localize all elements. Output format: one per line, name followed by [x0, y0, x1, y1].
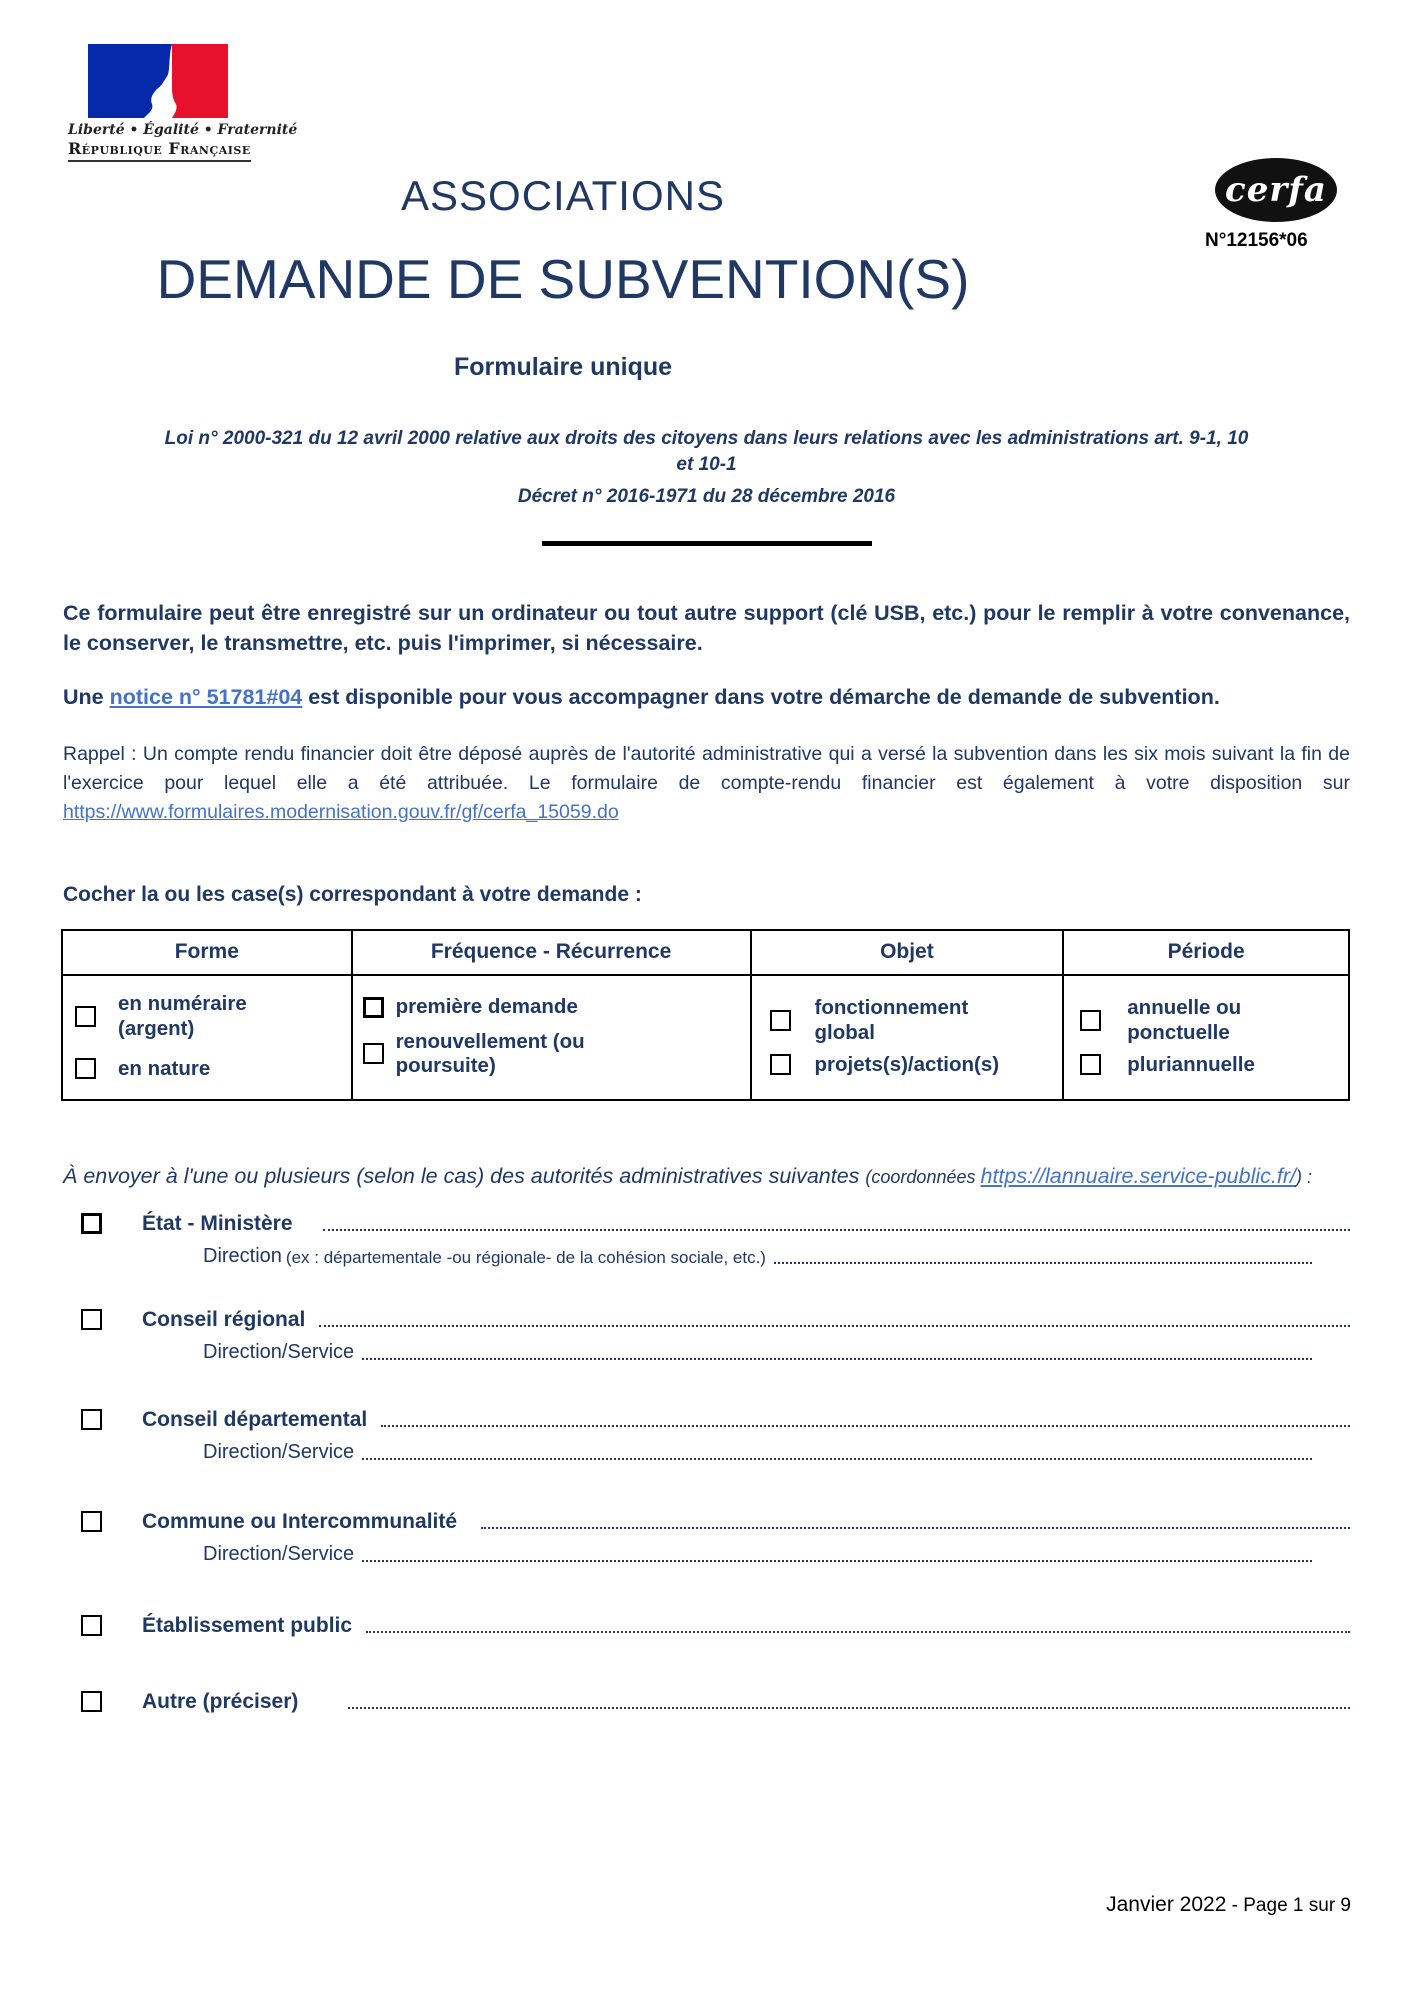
- direction-regional-input-line[interactable]: [362, 1358, 1312, 1360]
- direction-service-label: Direction/Service: [203, 1341, 355, 1364]
- send-intro-coordonnees: (coordonnées: [865, 1167, 981, 1187]
- law-line-2: Décret n° 2016-1971 du 28 décembre 2016: [517, 486, 896, 508]
- authority-sub-departemental: [203, 1441, 1350, 1464]
- option-en-numeraire: en numéraire (argent): [73, 992, 345, 1040]
- cerfa-badge: [1205, 158, 1355, 252]
- french-flag-marianne-icon: [88, 44, 228, 118]
- authority-row-conseil-departemental: [81, 1408, 1350, 1432]
- law-line-1: Loi n° 2000-321 du 12 avril 2000 relative aux droits des citoyens dans leurs relations avec les administrations art. 9-1, 10: [164, 428, 1249, 449]
- etat-ministere-input-line[interactable]: [323, 1229, 1350, 1231]
- rappel-text: Rappel : Un compte rendu financier doit être déposé auprès de l'autorité administrative qui a versé la subvention dans les six mois suivant la fin de l'exercice pour lequel elle a été attribuée. Le formulaire de compte-rendu financier est également à votre disposition sur: [63, 742, 1350, 794]
- header-periode: Période: [1063, 930, 1349, 975]
- rappel-paragraph: [63, 740, 1350, 828]
- authority-label: Commune ou Intercommunalité: [142, 1510, 458, 1534]
- cerfa-number: N°12156*06: [1205, 230, 1308, 251]
- authority-label: Conseil régional: [142, 1308, 306, 1332]
- send-intro-main: À envoyer à l'une ou plusieurs (selon le cas) des autorités administratives suivantes: [63, 1164, 866, 1188]
- authority-row-etat-ministere: [81, 1212, 1350, 1236]
- checkbox-premiere-demande[interactable]: [363, 997, 384, 1018]
- checkbox-etat-ministere[interactable]: [81, 1213, 102, 1234]
- autre-input-line[interactable]: [348, 1707, 1350, 1709]
- page-title-demande: DEMANDE DE SUBVENTION(S): [156, 248, 970, 310]
- checkbox-renouvellement[interactable]: [363, 1043, 384, 1064]
- option-premiere-demande: première demande: [363, 995, 744, 1019]
- authority-label: État - Ministère: [142, 1212, 293, 1236]
- direction-service-label: Direction/Service: [203, 1441, 355, 1464]
- authority-label: Conseil départemental: [142, 1408, 368, 1432]
- authority-row-autre: [81, 1690, 1350, 1714]
- header-forme: Forme: [62, 930, 352, 975]
- commune-input-line[interactable]: [481, 1527, 1350, 1529]
- cerfa-word: cerfa: [1225, 170, 1327, 210]
- checkbox-pluriannuelle[interactable]: [1080, 1054, 1101, 1075]
- authority-sub-etat: [203, 1245, 1350, 1268]
- checkbox-projets-actions[interactable]: [770, 1054, 791, 1075]
- authority-sub-commune: [203, 1543, 1350, 1566]
- option-fonctionnement-global: fonctionnement global: [762, 996, 1057, 1044]
- annuaire-link[interactable]: https://lannuaire.service-public.fr/: [980, 1164, 1296, 1188]
- notice-link[interactable]: notice n° 51781#04: [109, 684, 303, 709]
- direction-commune-input-line[interactable]: [362, 1560, 1312, 1562]
- direction-label: Direction: [203, 1245, 282, 1268]
- direction-etat-input-line[interactable]: [774, 1262, 1312, 1264]
- page-footer: [1106, 1893, 1351, 1917]
- conseil-departemental-input-line[interactable]: [381, 1425, 1350, 1427]
- option-en-nature: en nature: [73, 1057, 345, 1081]
- header-objet: Objet: [751, 930, 1064, 975]
- table-body-row: [62, 975, 1349, 1100]
- checkbox-fonctionnement-global[interactable]: [770, 1010, 791, 1031]
- compte-rendu-link[interactable]: https://www.formulaires.modernisation.gouv.fr/gf/cerfa_15059.do: [63, 801, 619, 824]
- checkbox-en-nature[interactable]: [75, 1058, 96, 1079]
- authority-sub-regional: [203, 1341, 1350, 1364]
- option-annuelle-ponctuelle: annuelle ou ponctuelle: [1074, 996, 1342, 1044]
- intro-paragraph-2: [63, 685, 1350, 710]
- etablissement-public-input-line[interactable]: [366, 1631, 1350, 1633]
- header-frequence: Fréquence - Récurrence: [352, 930, 751, 975]
- checkbox-commune[interactable]: [81, 1511, 102, 1532]
- checkbox-conseil-regional[interactable]: [81, 1309, 102, 1330]
- checkbox-etablissement-public[interactable]: [81, 1615, 102, 1636]
- authority-label: Autre (préciser): [142, 1690, 299, 1714]
- section-divider: [542, 541, 872, 546]
- authority-row-etablissement-public: [81, 1614, 1350, 1638]
- cerfa-logo-icon: [1215, 158, 1337, 222]
- direction-service-label: Direction/Service: [203, 1543, 355, 1566]
- authority-label: Établissement public: [142, 1614, 353, 1638]
- checkbox-instruction: Cocher la ou les case(s) correspondant à votre demande :: [63, 883, 642, 907]
- authority-row-commune: [81, 1510, 1350, 1534]
- send-intro-close: ) :: [1295, 1167, 1312, 1187]
- direction-hint: (ex : départementale -ou régionale- de la cohésion sociale, etc.): [285, 1248, 766, 1268]
- logo-country: République Française: [68, 139, 251, 162]
- option-pluriannuelle: pluriannuelle: [1074, 1053, 1342, 1077]
- logo-motto: Liberté • Égalité • Fraternité: [68, 122, 298, 138]
- page-title-associations: ASSOCIATIONS: [401, 172, 725, 219]
- legal-references: [63, 426, 1350, 511]
- option-renouvellement: renouvellement (ou poursuite): [363, 1030, 744, 1078]
- republique-francaise-logo: [68, 44, 298, 162]
- law-line-1b: et 10-1: [676, 454, 737, 476]
- checkbox-conseil-departemental[interactable]: [81, 1409, 102, 1430]
- footer-date: Janvier 2022: [1106, 1893, 1227, 1916]
- page-subtitle: Formulaire unique: [453, 353, 673, 381]
- notice-prefix: Une: [63, 684, 110, 709]
- checkbox-autre[interactable]: [81, 1691, 102, 1712]
- notice-suffix: est disponible pour vous accompagner dans votre démarche de demande de subvention.: [302, 684, 1220, 709]
- option-projets-actions: projets(s)/action(s): [762, 1053, 1057, 1077]
- conseil-regional-input-line[interactable]: [319, 1325, 1350, 1327]
- request-options-table: [61, 929, 1350, 1101]
- checkbox-annuelle-ponctuelle[interactable]: [1080, 1010, 1101, 1031]
- footer-page-number: - Page 1 sur 9: [1226, 1895, 1351, 1916]
- table-header-row: [62, 930, 1349, 975]
- send-to-intro: [63, 1161, 1350, 1192]
- authority-row-conseil-regional: [81, 1308, 1350, 1332]
- checkbox-en-numeraire[interactable]: [75, 1006, 96, 1027]
- direction-departemental-input-line[interactable]: [362, 1458, 1312, 1460]
- intro-paragraph-1: Ce formulaire peut être enregistré sur un ordinateur ou tout autre support (clé USB, etc.) pour le remplir à votre convenance, le conserver, le transmettre, etc. puis l'imprimer, si nécessaire.: [63, 600, 1350, 656]
